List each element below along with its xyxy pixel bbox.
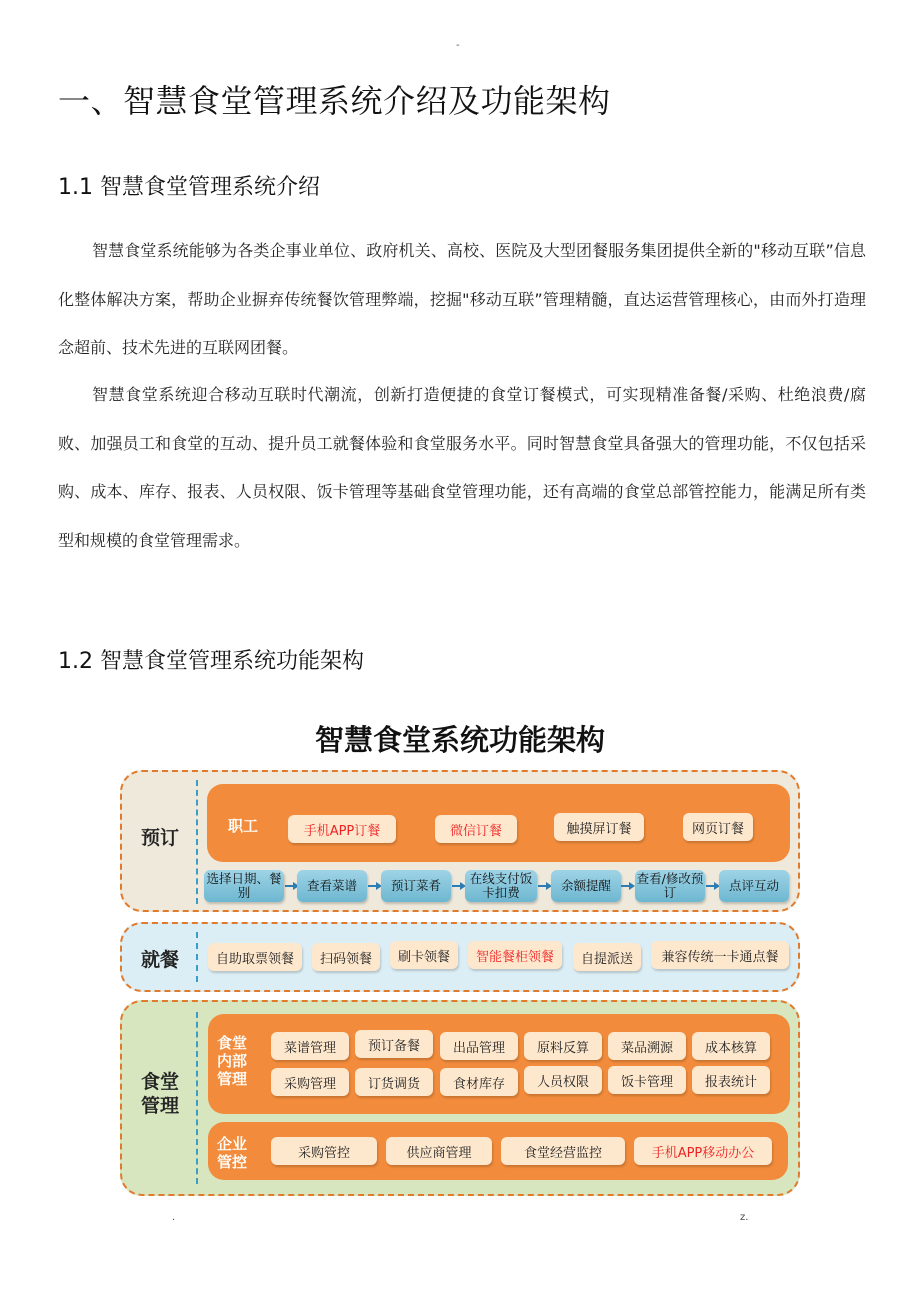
dining-item-smart-cabinet: 智能餐柜领餐 xyxy=(468,941,562,969)
arrow-right-icon xyxy=(368,881,382,891)
enterprise-control-title: 企业管控 xyxy=(217,1135,248,1171)
section-title-1-2: 1.2 智慧食堂管理系统功能架构 xyxy=(58,649,364,674)
management-divider xyxy=(196,1012,198,1184)
internal-item: 菜谱管理 xyxy=(271,1032,349,1060)
dining-item-legacy-card: 兼容传统一卡通点餐 xyxy=(651,941,789,969)
dining-divider xyxy=(196,932,198,982)
enterprise-item-mobile-office: 手机APP移动办公 xyxy=(634,1137,772,1165)
enterprise-item: 采购管控 xyxy=(271,1137,377,1165)
section-title-1-1: 1.1 智慧食堂管理系统介绍 xyxy=(58,175,320,200)
arrow-right-icon xyxy=(452,881,466,891)
internal-management-panel xyxy=(208,1014,790,1114)
enterprise-item: 食堂经营监控 xyxy=(501,1137,625,1165)
diagram-title: 智慧食堂系统功能架构 xyxy=(314,723,605,757)
internal-item: 人员权限 xyxy=(524,1066,602,1094)
internal-item: 成本核算 xyxy=(692,1032,770,1060)
internal-item: 订货调货 xyxy=(355,1068,433,1096)
channel-app: 手机APP订餐 xyxy=(288,815,396,843)
employee-panel-title: 职工 xyxy=(228,817,259,835)
step-order-dishes: 预订菜肴 xyxy=(381,870,451,902)
enterprise-item: 供应商管理 xyxy=(386,1137,492,1165)
step-view-menu: 查看菜谱 xyxy=(297,870,367,902)
arrow-right-icon xyxy=(706,881,720,891)
chapter-title: 一、智慧食堂管理系统介绍及功能架构 xyxy=(58,82,611,120)
arrow-right-icon xyxy=(621,881,635,891)
dining-item-card: 刷卡领餐 xyxy=(390,941,458,969)
dining-item-ticket: 自助取票领餐 xyxy=(208,943,302,971)
step-online-payment: 在线支付饭卡扣费 xyxy=(465,870,537,902)
intro-paragraph-1: 智慧食堂系统能够为各类企事业单位、政府机关、高校、医院及大型团餐服务集团提供全新的"移动互联”信息化整体解决方案，帮助企业摒弃传统餐饮管理弊端，挖掘"移动互联”管理精髓，直达运营管理核心，由而外打造理念超前、技术先进的互联网团餐。 xyxy=(58,241,866,357)
channel-web: 网页订餐 xyxy=(683,813,753,841)
management-label: 食堂管理 xyxy=(140,1071,179,1117)
internal-item: 预订备餐 xyxy=(355,1030,433,1058)
internal-item: 饭卡管理 xyxy=(608,1066,686,1094)
internal-item: 采购管理 xyxy=(271,1068,349,1096)
internal-management-title: 食堂内部管理 xyxy=(217,1034,248,1088)
internal-item: 原料反算 xyxy=(524,1032,602,1060)
dining-label: 就餐 xyxy=(140,949,179,971)
page-header-mark: - xyxy=(456,40,460,51)
ordering-label: 预订 xyxy=(140,827,179,849)
channel-wechat: 微信订餐 xyxy=(435,815,517,843)
arrow-right-icon xyxy=(538,881,552,891)
step-modify-order: 查看/修改预订 xyxy=(636,871,704,900)
step-balance-reminder: 余额提醒 xyxy=(551,870,621,902)
dining-item-scan: 扫码领餐 xyxy=(312,943,380,971)
ordering-divider xyxy=(196,780,198,904)
dining-item-pickup: 自提派送 xyxy=(573,943,641,971)
footer-right-mark: z. xyxy=(740,1212,749,1223)
internal-item: 出品管理 xyxy=(440,1032,518,1060)
internal-item: 菜品溯源 xyxy=(608,1032,686,1060)
channel-touchscreen: 触摸屏订餐 xyxy=(554,813,644,841)
internal-item: 食材库存 xyxy=(440,1068,518,1096)
step-select-date: 选择日期、餐别 xyxy=(204,870,284,902)
footer-left-mark: . xyxy=(172,1212,176,1223)
intro-paragraph-2: 智慧食堂系统迎合移动互联时代潮流，创新打造便捷的食堂订餐模式，可实现精准备餐/采购、杜绝浪费/腐败、加强员工和食堂的互动、提升员工就餐体验和食堂服务水平。同时智慧食堂具备强大的管理功能，不仅包括采购、成本、库存、报表、人员权限、饭卡管理等基础食堂管理功能，还有高端的食堂总部管控能力，能满足所有类型和规模的食堂管理需求。 xyxy=(58,385,866,550)
step-review: 点评互动 xyxy=(719,870,789,902)
internal-item: 报表统计 xyxy=(692,1066,770,1094)
